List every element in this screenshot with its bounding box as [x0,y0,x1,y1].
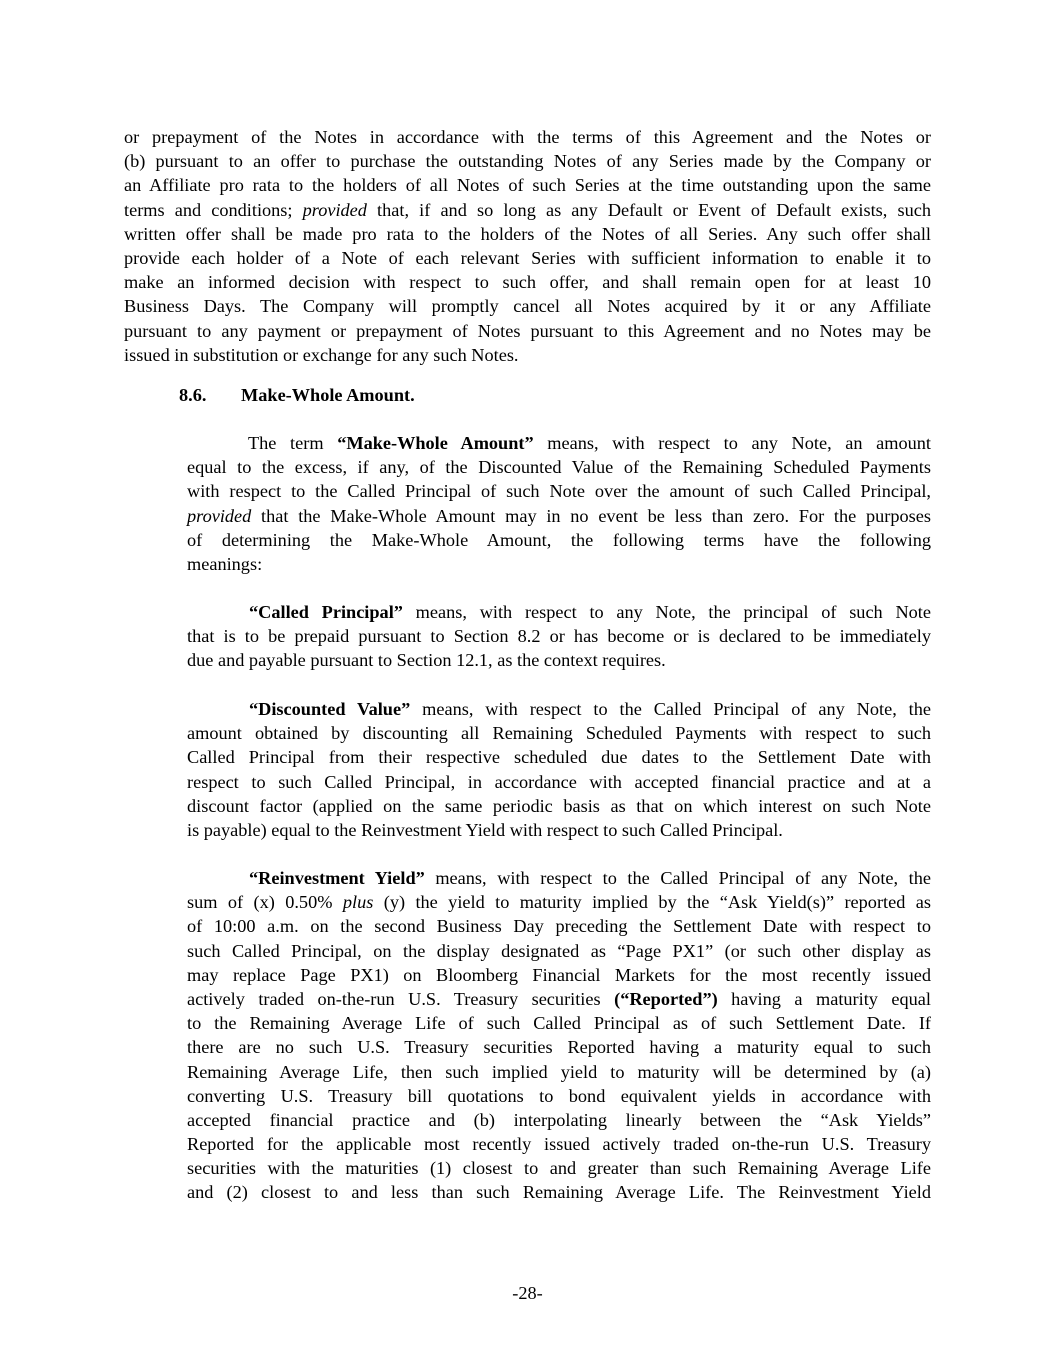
text-line: Called Principal from their respective scheduled due dates to the Settlement Date with [187,747,931,768]
text-line: there are no such U.S. Treasury securities Reported having a maturity equal to such [187,1037,931,1058]
text-line: The term “Make-Whole Amount” means, with respect to any Note, an amount [248,433,931,453]
text-line: may replace Page PX1) on Bloomberg Financial Markets for the most recently issued [187,964,931,985]
text-line: that is to be prepaid pursuant to Section 8.2 or has become or is declared to be immediately [187,626,931,647]
text-line: accepted financial practice and (b) interpolating linearly between the “Ask Yields” [187,1109,931,1130]
text-line: to the Remaining Average Life of such Called Principal as of such Settlement Date. If [187,1013,931,1034]
section-heading [179,383,415,407]
text-line: written offer shall be made pro rata to the holders of the Notes of all Series. Any such offer shall [124,223,931,244]
text-line: actively traded on-the-run U.S. Treasury securities (“Reported”) having a maturity equal [187,988,931,1009]
text-line: of determining the Make-Whole Amount, the following terms have the following [187,529,931,550]
text-line: “Discounted Value” means, with respect to the Called Principal of any Note, the [249,699,931,719]
paragraph-make-whole-definition [187,431,931,576]
provided-italic: provided [302,199,367,220]
text-line: amount obtained by discounting all Remaining Scheduled Payments with respect to such [187,723,931,744]
paragraph-discounted-value-definition [187,697,931,842]
text-line: meanings: [187,553,263,574]
text-line: discount factor (applied on the same periodic basis as that on which interest on such Note [187,795,931,816]
plus-italic: plus [342,892,374,913]
text-line: Remaining Average Life, then such implied yield to maturity will be determined by (a) [187,1061,931,1082]
defined-term-reinvestment-yield: “Reinvestment Yield” [249,868,425,888]
text-line: equal to the excess, if any, of the Discounted Value of the Remaining Scheduled Payments [187,457,931,478]
text-line: “Reinvestment Yield” means, with respect to the Called Principal of any Note, the [249,868,931,888]
paragraph-called-principal-definition [187,600,931,673]
text-line: sum of (x) 0.50% plus (y) the yield to maturity implied by the “Ask Yield(s)” reported as [187,892,931,913]
paragraph-prepayment-continuation [124,125,931,367]
text-line: respect to such Called Principal, in accordance with accepted financial practice and at a [187,771,931,792]
text-line: or prepayment of the Notes in accordance with the terms of this Agreement and the Notes or [124,127,931,147]
section-number: 8.6. [179,385,207,405]
text-line: provided that the Make-Whole Amount may in no event be less than zero. For the purposes [187,505,931,526]
defined-term-make-whole-amount: “Make-Whole Amount” [337,433,534,453]
text-line: provide each holder of a Note of each relevant Series with sufficient information to enable it to [124,247,931,268]
text-line: Reported for the applicable most recently issued actively traded on-the-run U.S. Treasury [187,1134,931,1155]
text-line: securities with the maturities (1) closest to and greater than such Remaining Average Life [187,1158,931,1179]
section-title: Make-Whole Amount. [241,385,415,405]
text-line: such Called Principal, on the display designated as “Page PX1” (or such other display as [187,940,931,961]
text-line: due and payable pursuant to Section 12.1, as the context requires. [187,650,666,671]
text-line: terms and conditions; provided that, if and so long as any Default or Event of Default exists, such [124,199,931,220]
text-line: and (2) closest to and less than such Remaining Average Life. The Reinvestment Yield [187,1182,931,1203]
text-line: pursuant to any payment or prepayment of Notes pursuant to this Agreement and no Notes may be [124,320,931,341]
text-line: (b) pursuant to an offer to purchase the outstanding Notes of any Series made by the Company or [124,151,931,172]
text-line: with respect to the Called Principal of such Note over the amount of such Called Principal, [187,481,931,502]
defined-term-called-principal: “Called Principal” [249,602,403,622]
text-line: make an informed decision with respect to such offer, and shall remain open for at least 10 [124,272,931,293]
text-line: Business Days. The Company will promptly cancel all Notes acquired by it or any Affiliate [124,296,931,317]
defined-term-discounted-value: “Discounted Value” [249,699,411,719]
text-line: is payable) equal to the Reinvestment Yield with respect to such Called Principal. [187,819,783,840]
text-line: converting U.S. Treasury bill quotations to bond equivalent yields in accordance with [187,1085,931,1106]
defined-term-reported: (“Reported”) [614,988,718,1009]
text-line: “Called Principal” means, with respect to any Note, the principal of such Note [249,602,931,622]
text-line: of 10:00 a.m. on the second Business Day preceding the Settlement Date with respect to [187,916,931,937]
page-number: -28- [512,1283,543,1303]
text-line: issued in substitution or exchange for any such Notes. [124,344,519,365]
provided-italic: provided [187,505,252,526]
paragraph-reinvestment-yield-definition [187,866,931,1205]
text-line: an Affiliate pro rata to the holders of all Notes of such Series at the time outstanding upon the same [124,175,931,196]
